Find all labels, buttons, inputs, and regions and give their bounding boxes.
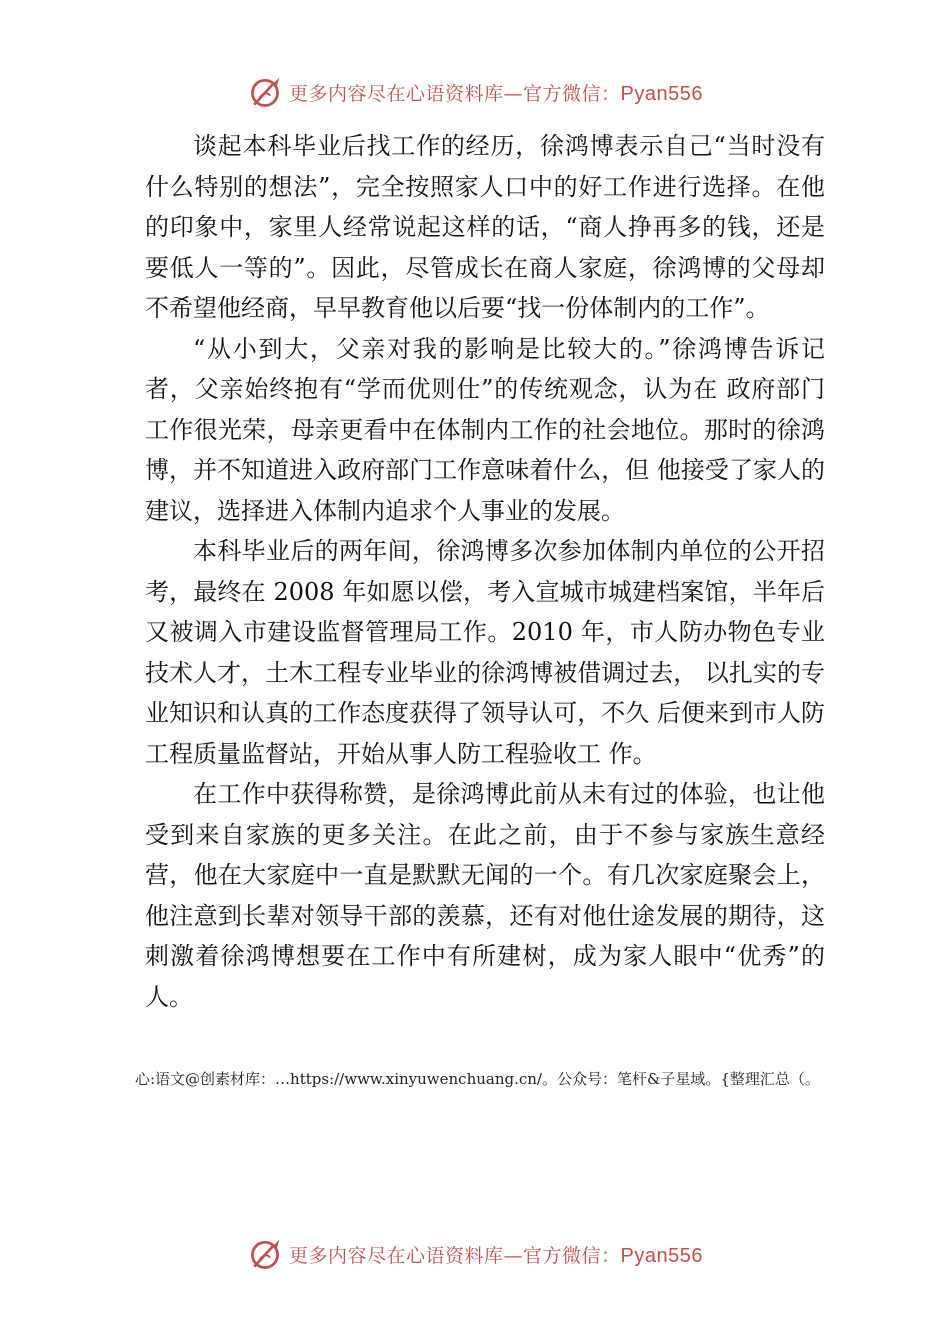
source-note: 心:语文@创素材库：…https://www.xinyuwenchuang.cn/。公众号：笔杆&子星域。{整理汇总（。 (135, 1070, 820, 1088)
paragraph-1: 谈起本科毕业后找工作的经历，徐鸿博表示自己“当时没有什么特别的想法”，完全按照家人口中的好工作进行选择。在他的印象中，家里人经常说起这样的话，“商人挣再多的钱，还是要低人一等的”。因此，尽管成长在商人家庭，徐鸿博的父母却不希望他经商，早早教育他以后要“找一份体制内的工作”。 (145, 132, 825, 322)
paragraph-4: 在工作中获得称赞，是徐鸿博此前从未有过的体验，也让他受到来自家族的更多关注。在此之前，由于不参与家族生意经营，他在大家庭中一直是默默无闻的一个。有几次家庭聚会上，他注意到长辈对领导干部的羡慕，还有对他仕途发展的期待，这刺激着徐鸿博想要在工作中有所建树，成为家人眼中“优秀”的人。 (145, 780, 825, 1011)
header-watermark (0, 70, 950, 114)
quill-logo-icon (247, 74, 283, 110)
watermark-text: 更多内容尽在心语资料库—官方微信：Pyan556 (289, 82, 703, 105)
quill-logo-icon (247, 1236, 283, 1272)
paragraph-2: “从小到大，父亲对我的影响是比较大的。”徐鸿博告诉记者，父亲始终抱有“学而优则仕”的传统观念，认为在 政府部门工作很光荣，母亲更看中在体制内工作的社会地位。那时的徐鸿博，并不知道进入政府部门工作意味着什么，但 他接受了家人的建议，选择进入体制内追求个人事业的发展。 (145, 334, 825, 525)
watermark-text: 更多内容尽在心语资料库—官方微信：Pyan556 (289, 1244, 703, 1267)
footer-watermark (0, 1232, 950, 1276)
article-body (145, 126, 825, 1017)
paragraph-3: 本科毕业后的两年间，徐鸿博多次参加体制内单位的公开招考，最终在 2008 年如愿以偿，考入宣城市城建档案馆，半年后又被调入市建设监督管理局工作。2010 年，市人防办物色专业技术人才，土木工程专业毕业的徐鸿博被借调过去， 以扎实的专业知识和认真的工作态度获得了领导认可，不久 后便来到市人防工程质量监督站，开始从事人防工程验收工 作。 (145, 537, 825, 768)
